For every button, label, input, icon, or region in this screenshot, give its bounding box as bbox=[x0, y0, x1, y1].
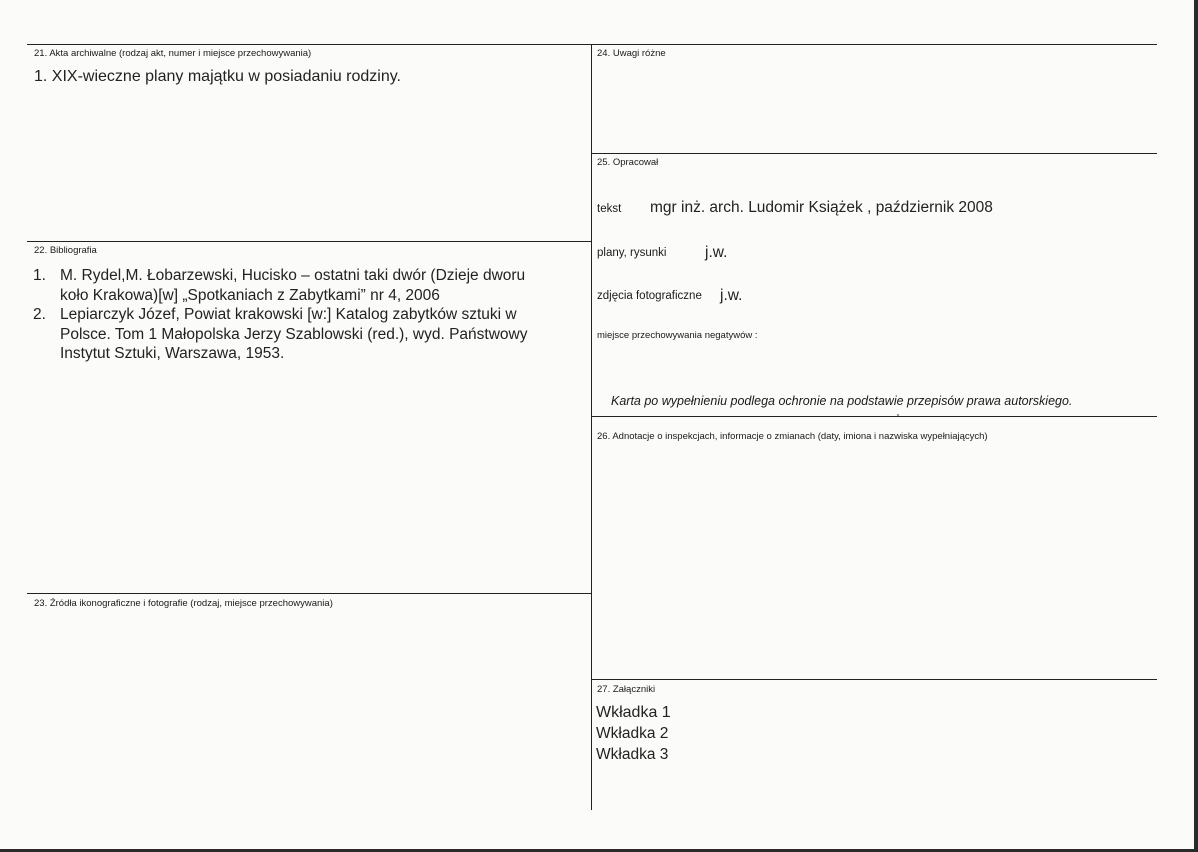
bibliography-item-line: M. Rydel,M. Łobarzewski, Hucisko – ostatni taki dwór (Dzieje dworu bbox=[60, 267, 526, 284]
negatywy-label: miejsce przechowywania negatywów : bbox=[597, 330, 758, 341]
tekst-label: tekst bbox=[597, 203, 622, 215]
bibliography-item-line: Instytut Sztuki, Warszawa, 1953. bbox=[60, 345, 285, 362]
zdjecia-value: j.w. bbox=[720, 287, 743, 304]
section-24-label: 24. Uwagi różne bbox=[597, 48, 666, 59]
divider-24-25 bbox=[591, 153, 1157, 154]
tekst-author-value: mgr inż. arch. Ludomir Książek , październik 2008 bbox=[650, 199, 993, 216]
attachment-item: Wkładka 3 bbox=[596, 746, 669, 763]
section-21-label: 21. Akta archiwalne (rodzaj akt, numer i miejsce przechowywania) bbox=[34, 48, 312, 59]
bibliography-item-number: 2. bbox=[33, 306, 46, 323]
divider-26-27 bbox=[591, 679, 1157, 680]
divider-22-23 bbox=[27, 593, 591, 594]
bibliography-list bbox=[33, 266, 589, 364]
bibliography-item-number: 1. bbox=[33, 267, 46, 284]
plany-label: plany, rysunki bbox=[597, 247, 667, 259]
bibliography-item-line: Lepiarczyk Józef, Powiat krakowski [w:] Katalog zabytków sztuki w bbox=[60, 306, 517, 323]
divider-21-22 bbox=[27, 241, 591, 242]
attachment-item: Wkładka 2 bbox=[596, 725, 669, 742]
section-26-label: 26. Adnotacje o inspekcjach, informacje o zmianach (daty, imiona i nazwiska wypełniających) bbox=[597, 431, 988, 442]
copyright-note: Karta po wypełnieniu podlega ochronie na podstawie przepisów prawa autorskiego. bbox=[611, 394, 1073, 408]
top-border-line bbox=[27, 44, 1157, 45]
bibliography-item bbox=[33, 305, 589, 364]
bibliography-item-line: Polsce. Tom 1 Małopolska Jerzy Szablowski (red.), wyd. Państwowy bbox=[60, 325, 528, 343]
section-23-label: 23. Źródła ikonograficzne i fotografie (rodzaj, miejsce przechowywania) bbox=[34, 598, 333, 609]
plany-value: j.w. bbox=[705, 244, 728, 261]
divider-25-26 bbox=[591, 416, 1157, 417]
section-27-label: 27. Załączniki bbox=[597, 684, 656, 695]
archival-record-entry: 1. XIX-wieczne plany majątku w posiadaniu rodziny. bbox=[34, 68, 401, 85]
scan-speck bbox=[897, 414, 899, 416]
bibliography-item-line: koło Krakowa)[w] „Spotkaniach z Zabytkami” nr 4, 2006 bbox=[60, 286, 440, 304]
scan-edge-right bbox=[1194, 0, 1198, 852]
section-22-label: 22. Bibliografia bbox=[34, 245, 97, 256]
section-25-label: 25. Opracował bbox=[597, 157, 659, 168]
zdjecia-label: zdjęcia fotograficzne bbox=[597, 290, 702, 302]
column-divider bbox=[591, 44, 592, 810]
attachment-item: Wkładka 1 bbox=[596, 704, 671, 721]
bibliography-item bbox=[33, 266, 589, 305]
